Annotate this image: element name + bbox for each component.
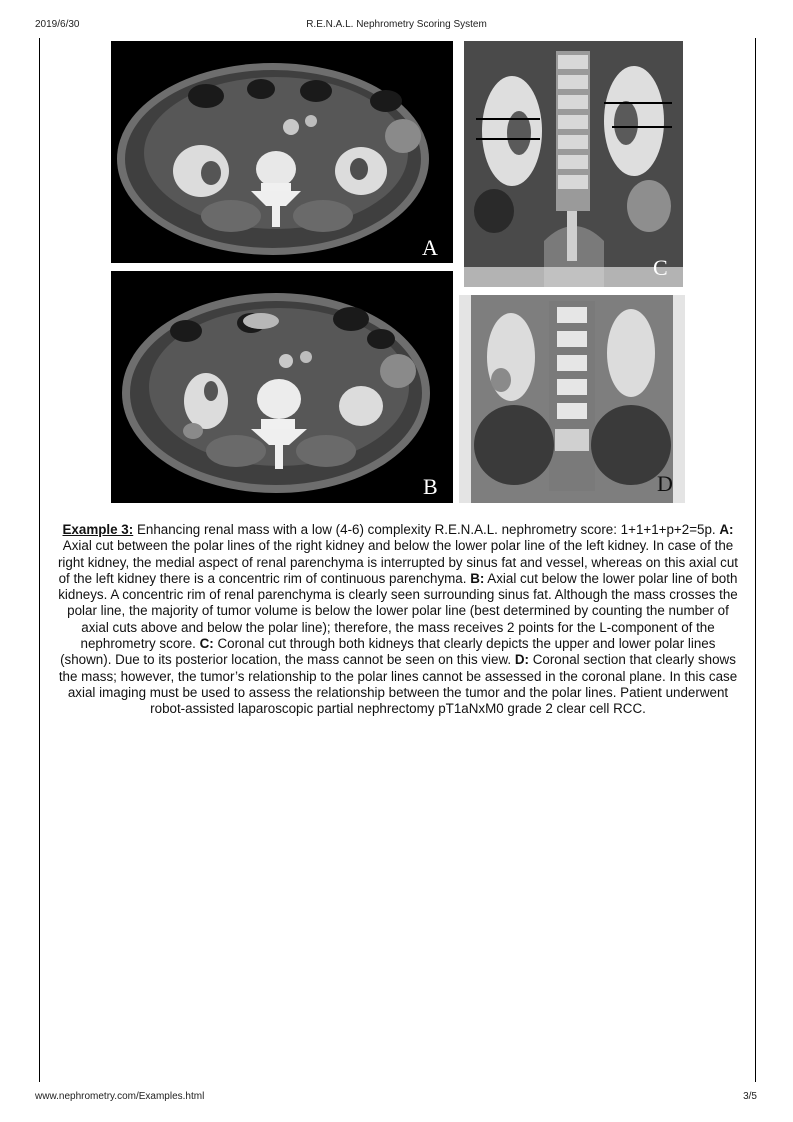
caption-b-key: B: [470,570,485,586]
ct-panel-a-axial [111,41,453,263]
caption-intro: Enhancing renal mass with a low (4-6) complexity R.E.N.A.L. nephrometry score: 1+1+1+p+2=5p. [133,522,720,537]
header-title: R.E.N.A.L. Nephrometry Scoring System [306,19,487,30]
caption-d-text: Coronal section that clearly shows the mass; however, the tumor’s relationship to the polar lines cannot be assessed in the coronal plane. In this case axial imaging must be used to assess the relationship between the tumor and the polar lines. Patient underwent robot-assisted laparoscopic partial nephrectomy pT1aNxM0 grade 2 clear cell RCC. [58,652,738,717]
caption-d-key: D: [514,652,529,668]
ct-panel-c-coronal [464,41,683,287]
left-margin-rule [39,38,40,1082]
footer-page-number: 3/5 [743,1091,757,1102]
caption-a-text: Axial cut between the polar lines of the right kidney and below the lower polar line of the left kidney. In case of the right kidney, the medial aspect of renal parenchyma is interrupted by sinus fat and vessel, whereas on this axial cut of the left kidney there is a concentric rim of continuous parenchyma. [57,538,739,586]
ct-panel-b-axial [111,271,453,503]
header-date: 2019/6/30 [35,19,80,30]
ct-panel-d-coronal [459,295,685,503]
panel-d-letter: D [657,471,673,496]
figure-caption [57,522,739,718]
right-margin-rule [755,38,756,1082]
panel-b-letter: B [423,474,438,499]
footer-url: www.nephrometry.com/Examples.html [35,1091,205,1102]
caption-c-key: C: [199,636,214,652]
caption-c-text: Coronal cut through both kidneys that clearly depicts the upper and lower polar lines (shown). Due to its posterior location, the mass cannot be seen on this view. [60,636,716,668]
panel-a-letter: A [422,235,438,260]
panel-c-letter: C [653,255,668,280]
caption-label: Example 3: [62,522,134,537]
caption-a-key: A: [719,522,734,537]
caption-b-text: Axial cut below the lower polar line of both kidneys. A concentric rim of renal parenchyma is clearly seen surrounding sinus fat. Although the mass crosses the polar line, the majority of tumor volume is below the lower polar line (best determined by counting the number of axial cuts above and below the polar line); therefore, the mass receives 2 points for the L-component of the nephrometry score. [58,570,738,652]
